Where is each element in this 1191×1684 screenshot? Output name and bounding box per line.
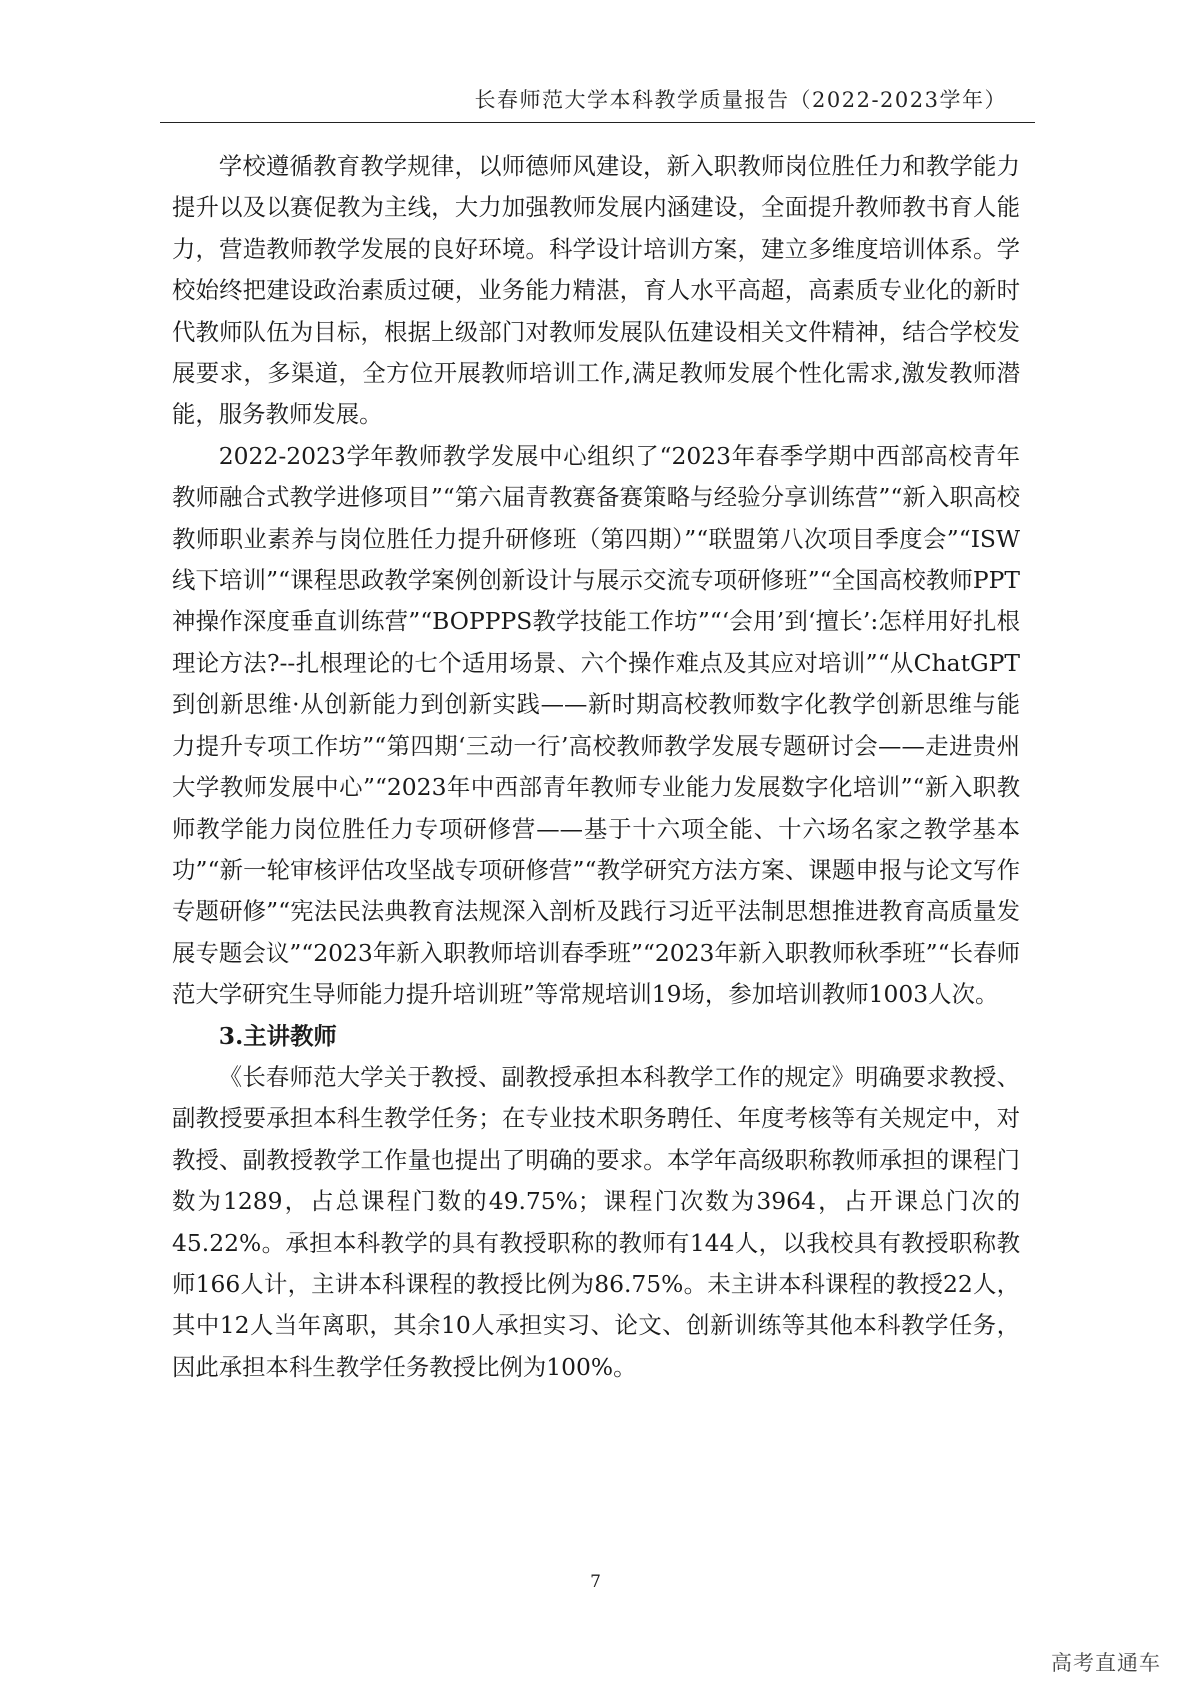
page-header <box>160 80 1035 123</box>
page-number: 7 <box>590 1572 601 1592</box>
header-title: 长春师范大学本科教学质量报告（2022-2023学年） <box>474 88 1007 112</box>
watermark-text: 高考直通车 <box>1051 1651 1161 1675</box>
paragraph-training-programs: 2022-2023学年教师教学发展中心组织了“2023年春季学期中西部高校青年教师融合式教学进修项目”“第六届青教赛备赛策略与经验分享训练营”“新入职高校教师职业素养与岗位胜任力提升研修班（第四期）”“联盟第八次项目季度会”“ISW线下培训”“课程思政教学案例创新设计与展示交流专项研修班”“全国高校教师PPT神操作深度垂直训练营”“BOPPPS教学技能工作坊”“‘会用’到‘擅长’:怎样用好扎根理论方法?--扎根理论的七个适用场景、六个操作难点及其应对培训”“从ChatGPT到创新思维·从创新能力到创新实践——新时期高校教师数字化教学创新思维与能力提升专项工作坊”“第四期‘三动一行’高校教师教学发展专题研讨会——走进贵州大学教师发展中心”“2023年中西部青年教师专业能力发展数字化培训”“新入职教师教学能力岗位胜任力专项研修营——基于十六项全能、十六场名家之教学基本功”“新一轮审核评估攻坚战专项研修营”“教学研究方法方案、课题申报与论文写作专题研修”“宪法民法典教育法规深入剖析及践行习近平法制思想推进教育高质量发展专题会议”“2023年新入职教师培训春季班”“2023年新入职教师秋季班”“长春师范大学研究生导师能力提升培训班”等常规培训19场，参加培训教师1003人次。 <box>172 441 1020 1009</box>
paragraph-lecturing-teachers: 《长春师范大学关于教授、副教授承担本科教学工作的规定》明确要求教授、副教授要承担本科生教学任务；在专业技术职务聘任、年度考核等有关规定中，对教授、副教授教学工作量也提出了明确的要求。本学年高级职称教师承担的课程门数为1289，占总课程门数的49.75%；课程门次数为3964，占开课总门次的45.22%。承担本科教学的具有教授职称的教师有144人，以我校具有教授职称教师166人计，主讲本科课程的教授比例为86.75%。未主讲本科课程的教授22人，其中12人当年离职，其余10人承担实习、论文、创新训练等其他本科教学任务，因此承担本科生教学任务教授比例为100%。 <box>172 1062 1020 1381</box>
page-content <box>172 146 1020 1388</box>
paragraph-teacher-development: 学校遵循教育教学规律，以师德师风建设，新入职教师岗位胜任力和教学能力提升以及以赛促教为主线，大力加强教师发展内涵建设，全面提升教师教书育人能力，营造教师教学发展的良好环境。科学设计培训方案，建立多维度培训体系。学校始终把建设政治素质过硬，业务能力精湛，育人水平高超，高素质专业化的新时代教师队伍为目标，根据上级部门对教师发展队伍建设相关文件精神，结合学校发展要求，多渠道，全方位开展教师培训工作,满足教师发展个性化需求,激发教师潜能，服务教师发展。 <box>172 152 1020 429</box>
section-heading: 3.主讲教师 <box>218 1021 337 1050</box>
